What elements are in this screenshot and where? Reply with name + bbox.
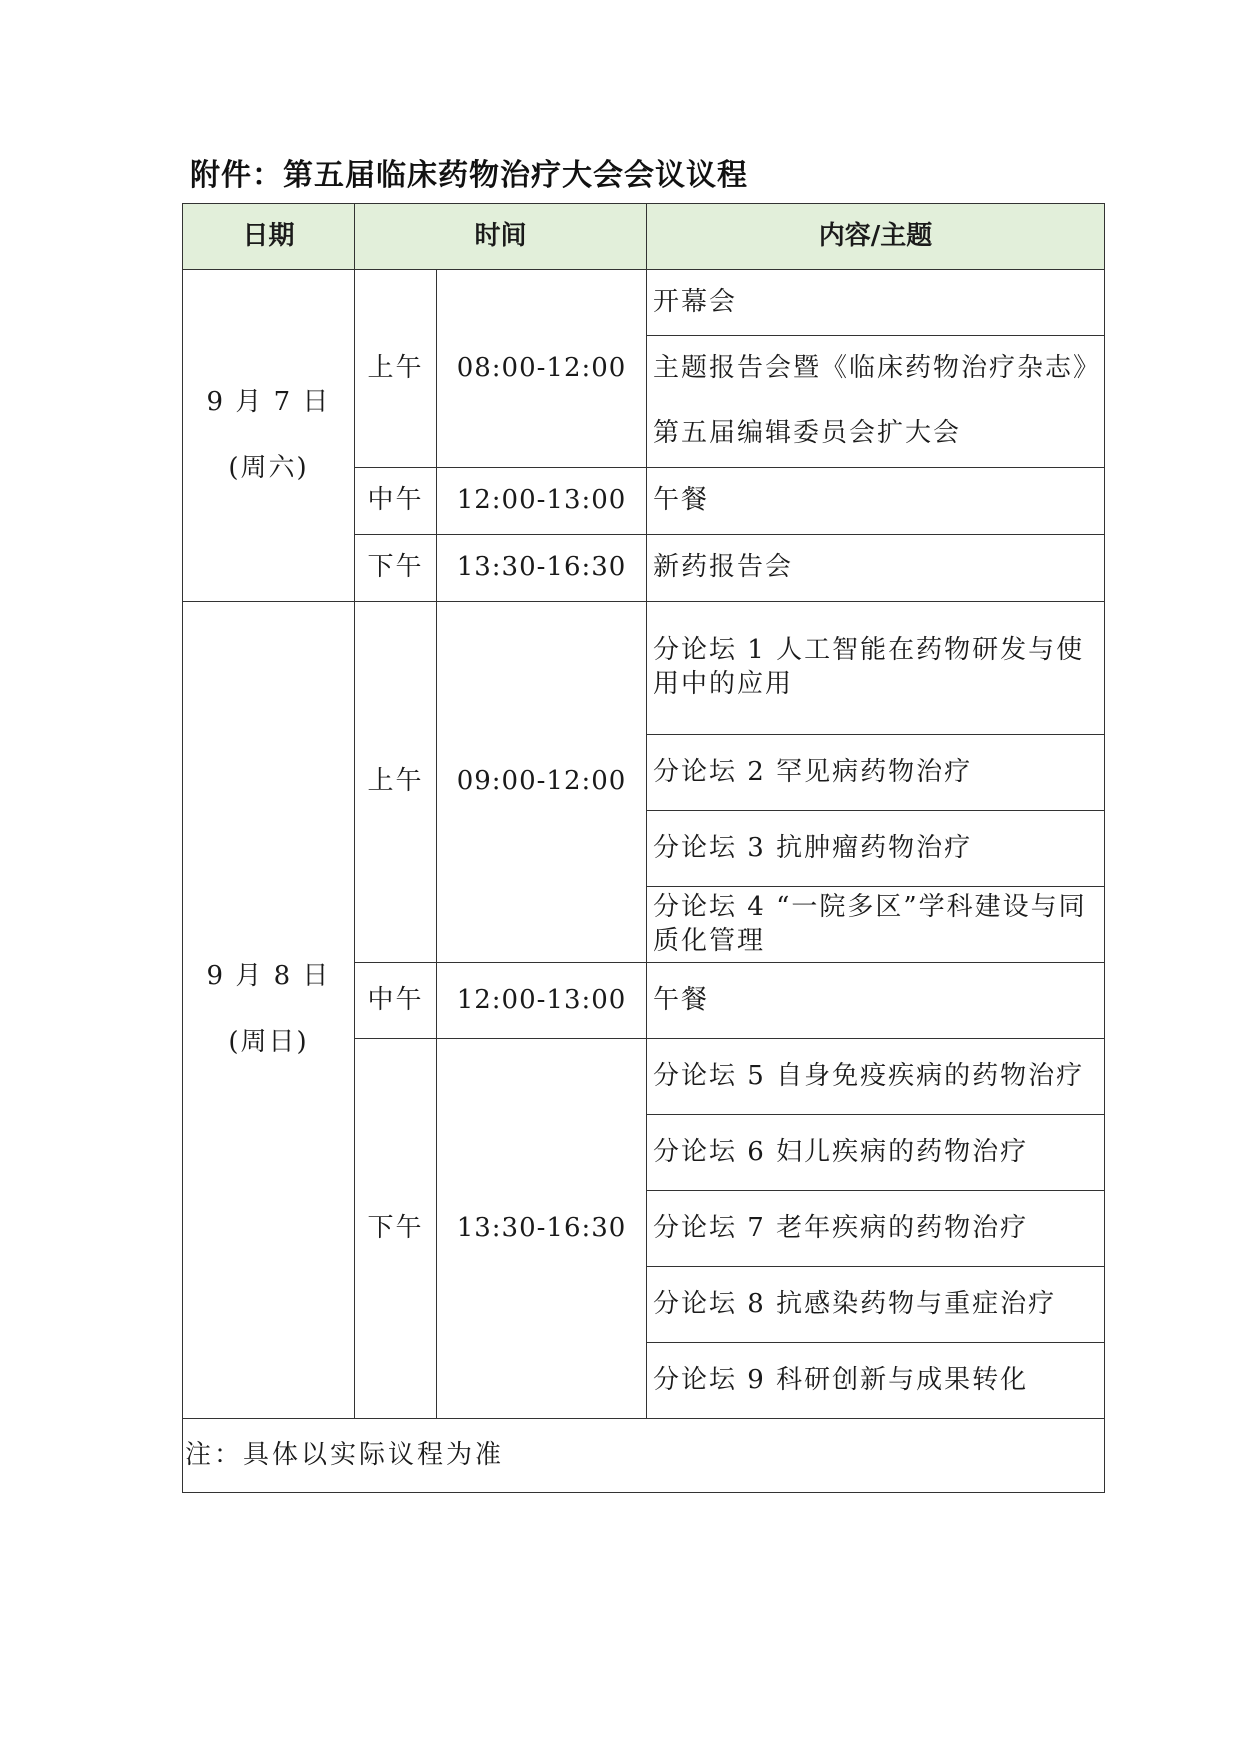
agenda-item: 分论坛 5 自身免疫疾病的药物治疗 <box>647 1039 1105 1115</box>
time-cell: 12:00-13:00 <box>437 963 647 1039</box>
note-row <box>183 1419 1105 1493</box>
agenda-item: 分论坛 1 人工智能在药物研发与使用中的应用 <box>647 602 1105 735</box>
header-time: 时间 <box>355 204 647 270</box>
table-row <box>183 270 1105 336</box>
table-row <box>183 602 1105 735</box>
header-row <box>183 204 1105 270</box>
agenda-table <box>182 203 1105 1493</box>
date-label: 9 月 8 日 <box>206 961 331 992</box>
agenda-item: 午餐 <box>647 468 1105 535</box>
agenda-item: 分论坛 6 妇儿疾病的药物治疗 <box>647 1115 1105 1191</box>
agenda-item: 分论坛 7 老年疾病的药物治疗 <box>647 1191 1105 1267</box>
time-cell: 13:30-16:30 <box>437 1039 647 1419</box>
agenda-item: 主题报告会暨《临床药物治疗杂志》 <box>647 336 1105 402</box>
agenda-item: 分论坛 3 抗肿瘤药物治疗 <box>647 811 1105 887</box>
period-cell: 上午 <box>355 270 437 468</box>
date-label: 9 月 7 日 <box>206 386 331 417</box>
agenda-item: 分论坛 8 抗感染药物与重症治疗 <box>647 1267 1105 1343</box>
agenda-item: 分论坛 2 罕见病药物治疗 <box>647 735 1105 811</box>
agenda-item: 分论坛 9 科研创新与成果转化 <box>647 1343 1105 1419</box>
time-cell: 09:00-12:00 <box>437 602 647 963</box>
date-cell-day2 <box>183 602 355 1419</box>
weekday-label: (周六) <box>228 452 309 483</box>
header-date: 日期 <box>183 204 355 270</box>
time-cell: 13:30-16:30 <box>437 535 647 602</box>
document-title: 附件：第五届临床药物治疗大会会议议程 <box>190 158 748 193</box>
weekday-label: (周日) <box>228 1027 309 1057</box>
agenda-item: 分论坛 4 “一院多区”学科建设与同质化管理 <box>647 887 1105 963</box>
period-cell: 上午 <box>355 602 437 963</box>
agenda-item: 开幕会 <box>647 270 1105 336</box>
agenda-item: 午餐 <box>647 963 1105 1039</box>
header-content: 内容/主题 <box>647 204 1105 270</box>
period-cell: 中午 <box>355 963 437 1039</box>
note-text: 注：具体以实际议程为准 <box>183 1419 1105 1493</box>
agenda-item: 新药报告会 <box>647 535 1105 602</box>
time-cell: 08:00-12:00 <box>437 270 647 468</box>
agenda-item: 第五届编辑委员会扩大会 <box>647 402 1105 468</box>
period-cell: 下午 <box>355 535 437 602</box>
period-cell: 中午 <box>355 468 437 535</box>
period-cell: 下午 <box>355 1039 437 1419</box>
time-cell: 12:00-13:00 <box>437 468 647 535</box>
date-cell-day1 <box>183 270 355 602</box>
